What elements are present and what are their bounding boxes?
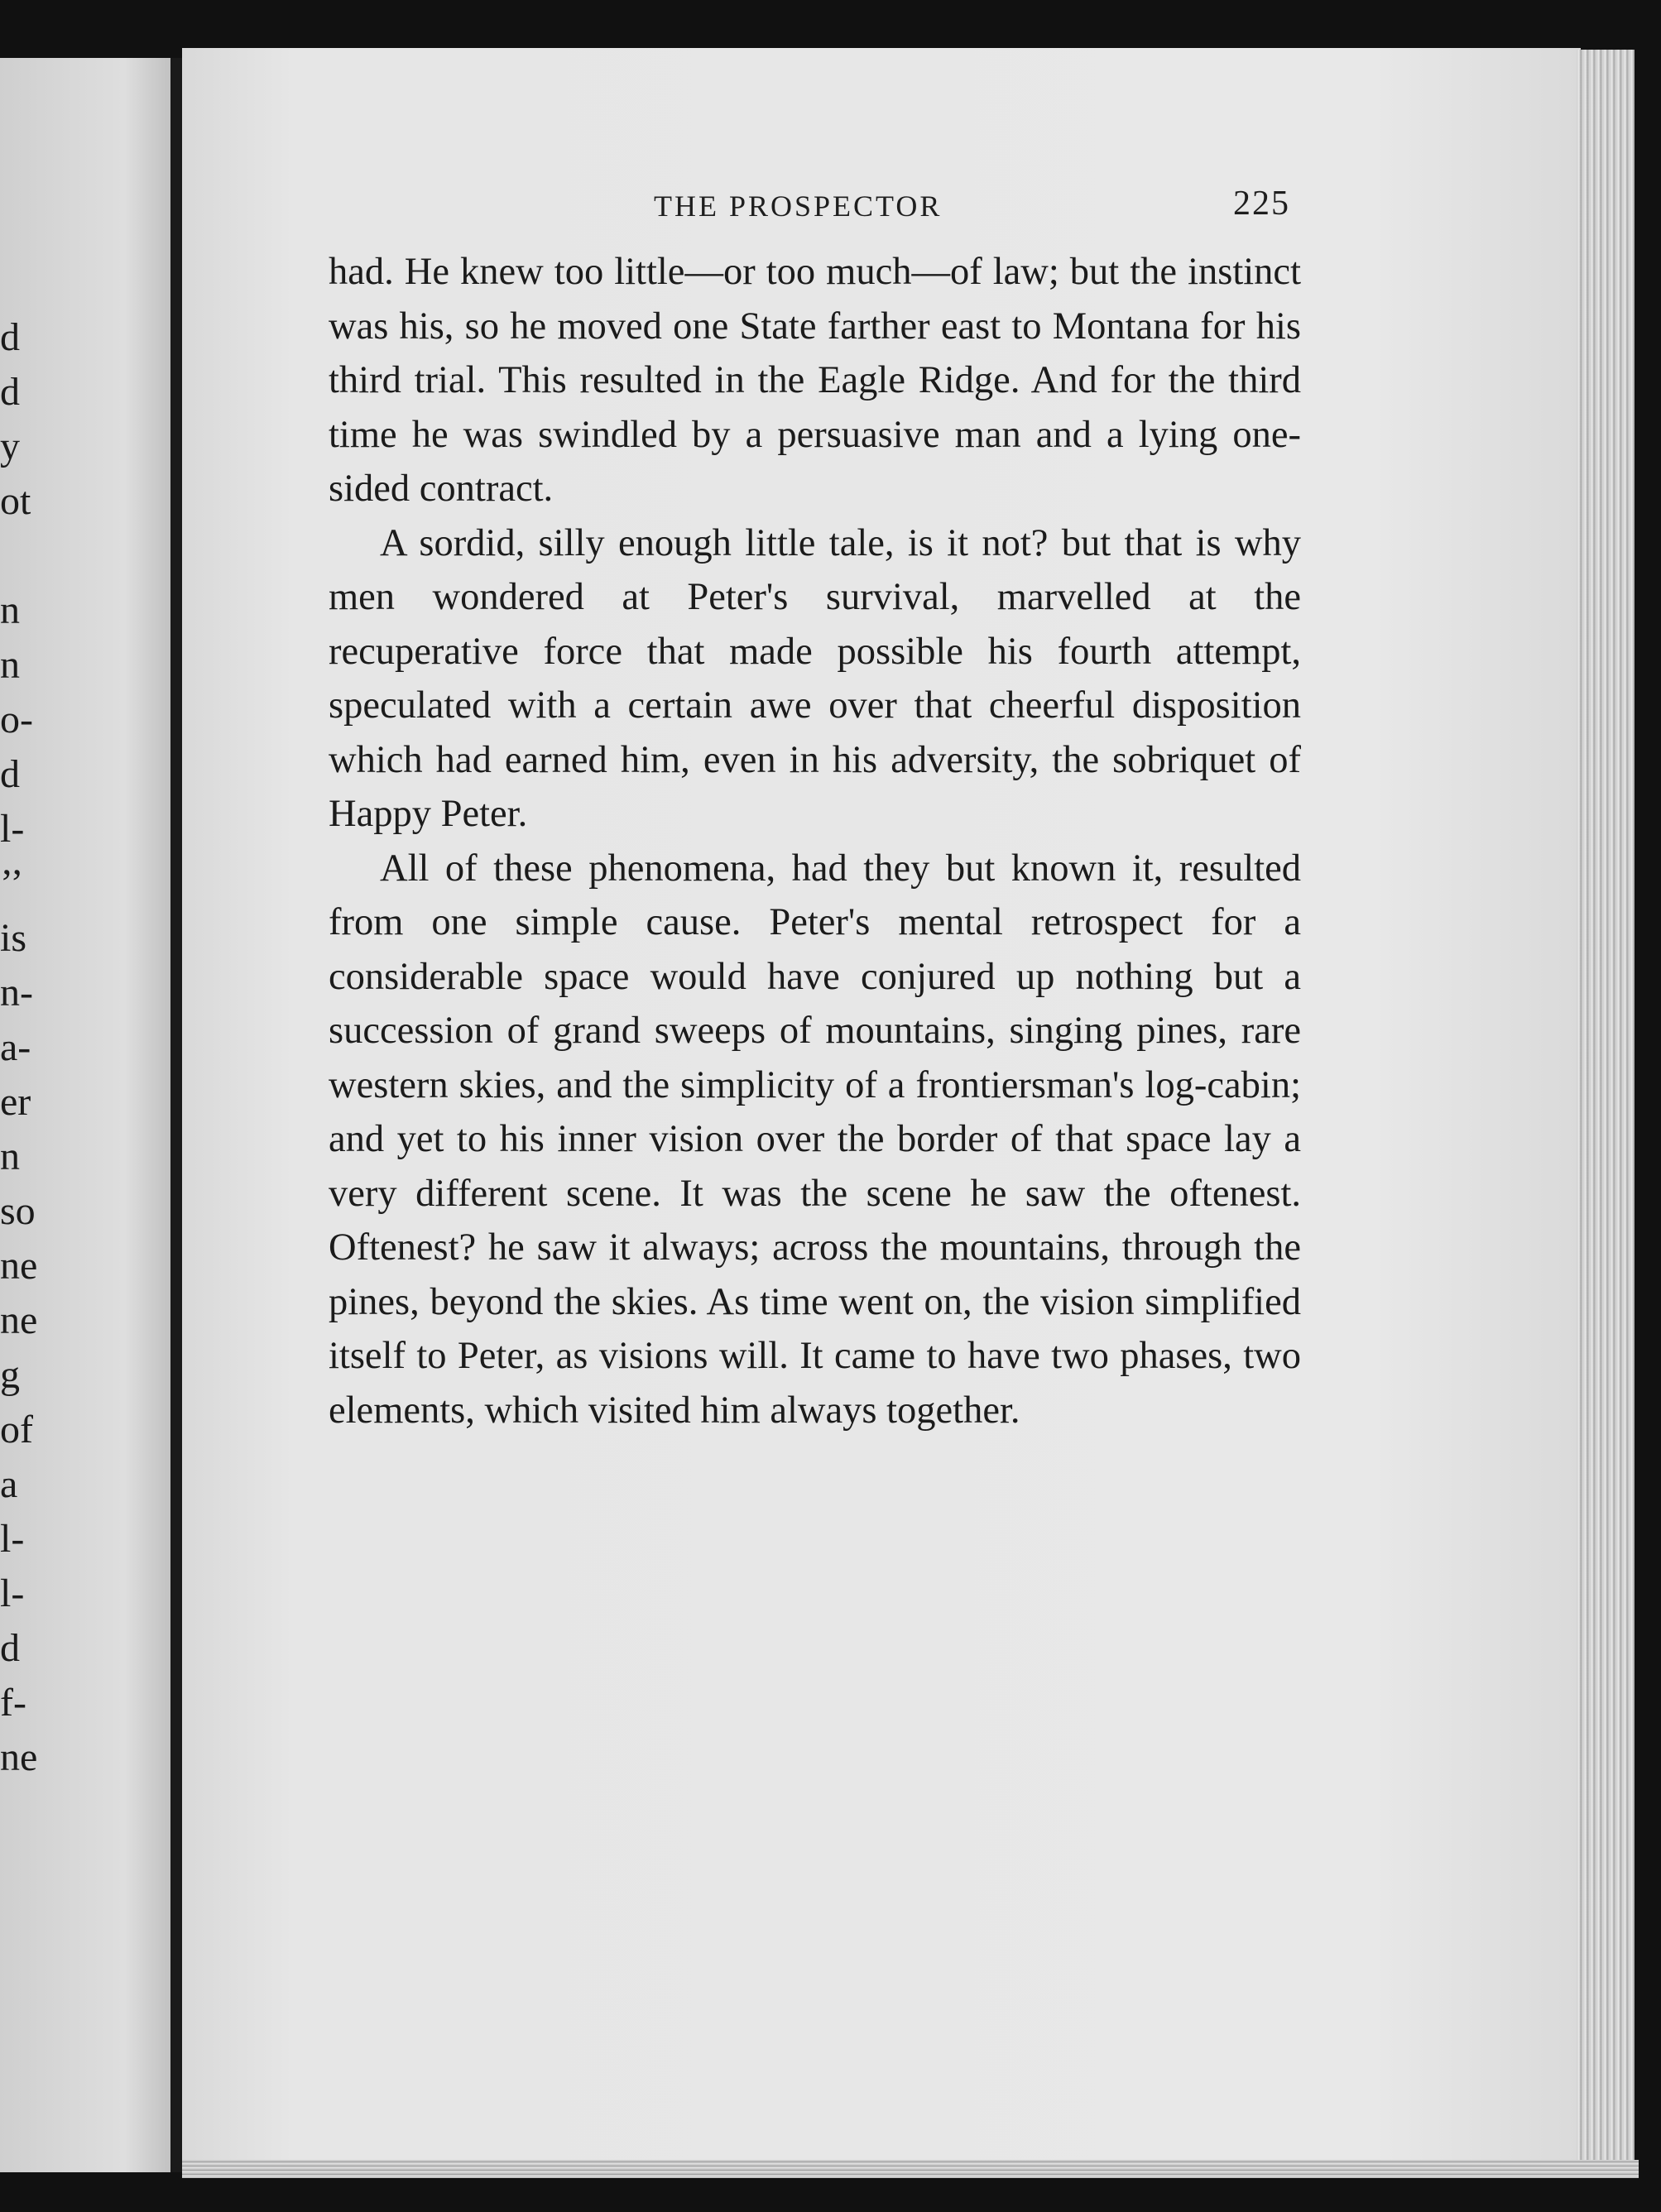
fragment: d <box>0 370 20 414</box>
fragment: of <box>0 1408 33 1451</box>
fragment: g <box>0 1353 20 1397</box>
fragment: l- <box>0 807 25 851</box>
page-stack-edge <box>1577 50 1635 2168</box>
fragment: ne <box>0 1298 38 1342</box>
body-text <box>329 245 1301 1437</box>
fragment: ’’ <box>0 861 24 905</box>
facing-page <box>0 58 178 2172</box>
fragment: a- <box>0 1025 31 1069</box>
fragment: f- <box>0 1681 26 1725</box>
fragment: l- <box>0 1571 25 1615</box>
page-number: 225 <box>1233 185 1290 223</box>
book-gutter <box>170 58 182 2172</box>
fragment: d <box>0 1626 20 1670</box>
fragment: ot <box>0 479 31 523</box>
fragment: d <box>0 752 20 796</box>
fragment: so <box>0 1189 36 1233</box>
paragraph: had. He knew too little—or too much—of law; but the instinct was his, so he moved one State farther east to Montana for his third trial. This resulted in the Eagle Ridge. And for the third time he was swindled by a persuasive man and a lying one-sided contract. <box>329 251 1301 510</box>
fragment: n <box>0 1135 20 1178</box>
running-head: THE PROSPECTOR <box>654 190 943 223</box>
page-bottom-edge <box>182 2160 1639 2178</box>
fragment: n <box>0 643 20 687</box>
fragment: ne <box>0 1244 38 1288</box>
fragment: a <box>0 1462 18 1506</box>
fragment: d <box>0 315 20 359</box>
paragraph: All of these phenomena, had they but known it, resulted from one simple cause. Peter's mental retrospect for a considerable space would have conjured up nothing but a succession of grand sweeps of mountains, singing pines, rare western skies, and the simplicity of a frontiersman's log-cabin; and yet to his inner vision over the border of that space lay a very different scene. It was the scene he saw the oftenest. Oftenest? he saw it always; across the mountains, through the pines, beyond the skies. As time went on, the vision simplified itself to Peter, as visions will. It came to have two phases, two elements, which visited him always together. <box>329 847 1301 1432</box>
fragment: l- <box>0 1517 25 1561</box>
fragment: is <box>0 916 27 960</box>
fragment: n- <box>0 971 33 1015</box>
fragment: er <box>0 1080 31 1124</box>
fragment: y <box>0 425 20 468</box>
fragment: n <box>0 588 20 632</box>
fragment: ne <box>0 1735 38 1779</box>
paragraph: A sordid, silly enough little tale, is it not? but that is why men wondered at Peter's survival, marvelled at the recuperative force that made possible his fourth attempt, speculated with a certain awe over that cheerful disposition which had earned him, even in his adversity, the sobriquet of Happy Peter. <box>329 521 1301 835</box>
fragment: o- <box>0 698 33 741</box>
